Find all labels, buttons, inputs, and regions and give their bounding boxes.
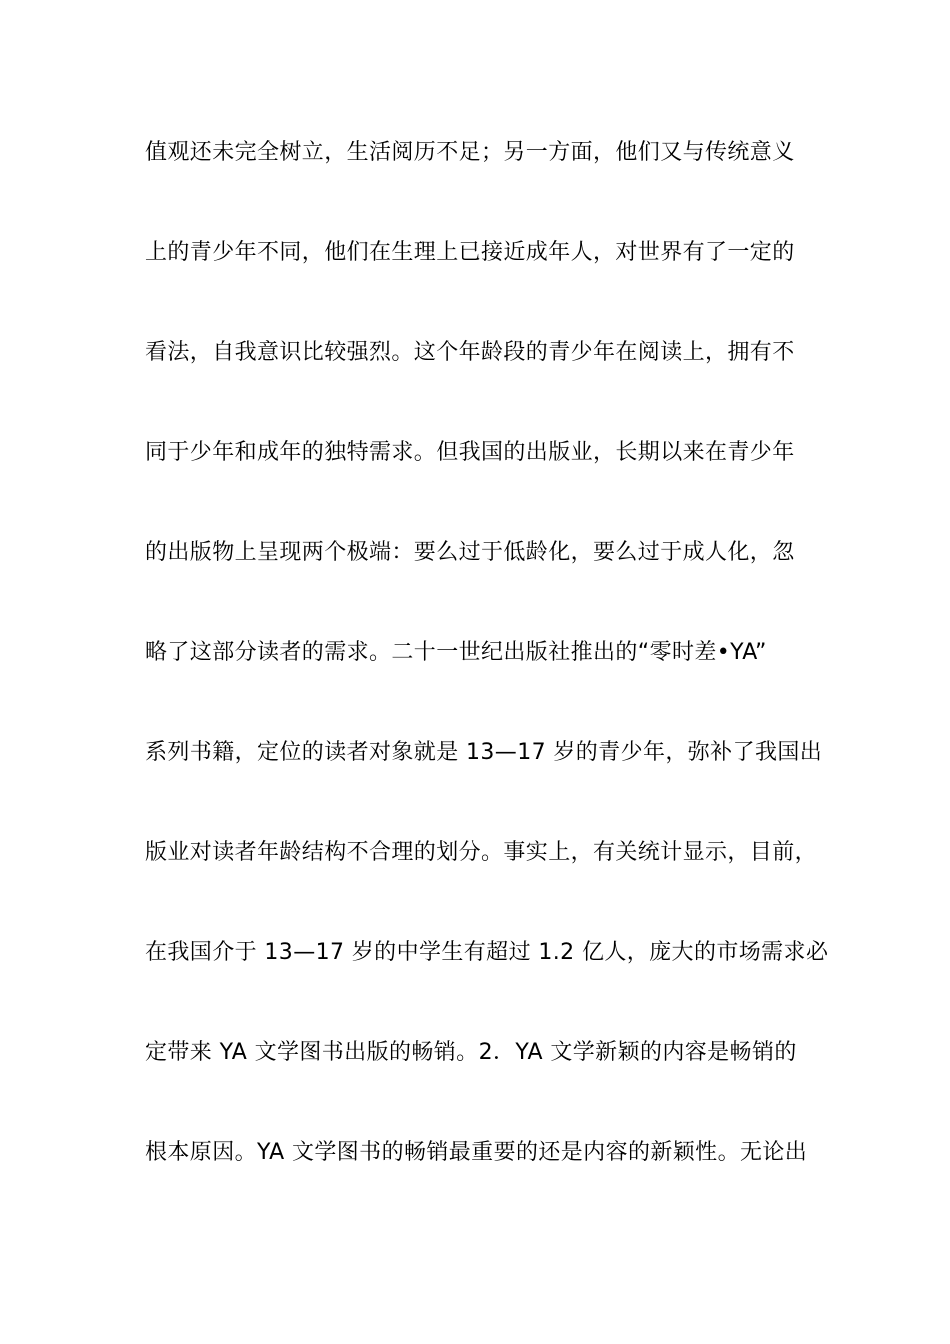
text-line: 看法，自我意识比较强烈。这个年龄段的青少年在阅读上，拥有不 [145, 340, 795, 365]
text-line: 值观还未完全树立，生活阅历不足；另一方面，他们又与传统意义 [145, 140, 795, 165]
text-line: 在我国介于 13—17 岁的中学生有超过 1.2 亿人，庞大的市场需求必 [145, 940, 829, 965]
text-line: 系列书籍，定位的读者对象就是 13—17 岁的青少年，弥补了我国出 [145, 740, 823, 765]
text-line: 上的青少年不同，他们在生理上已接近成年人，对世界有了一定的 [145, 240, 795, 265]
text-line: 版业对读者年龄结构不合理的划分。事实上，有关统计显示，目前， [145, 840, 818, 865]
text-line: 根本原因。YA 文学图书的畅销最重要的还是内容的新颖性。无论出 [145, 1140, 808, 1165]
text-line: 定带来 YA 文学图书出版的畅销。2．YA 文学新颖的内容是畅销的 [145, 1040, 797, 1065]
text-line: 的出版物上呈现两个极端：要么过于低龄化，要么过于成人化，忽 [145, 540, 795, 565]
text-line: 略了这部分读者的需求。二十一世纪出版社推出的“零时差•YA” [145, 640, 767, 665]
text-line: 同于少年和成年的独特需求。但我国的出版业，长期以来在青少年 [145, 440, 795, 465]
body-text [145, 130, 829, 1230]
